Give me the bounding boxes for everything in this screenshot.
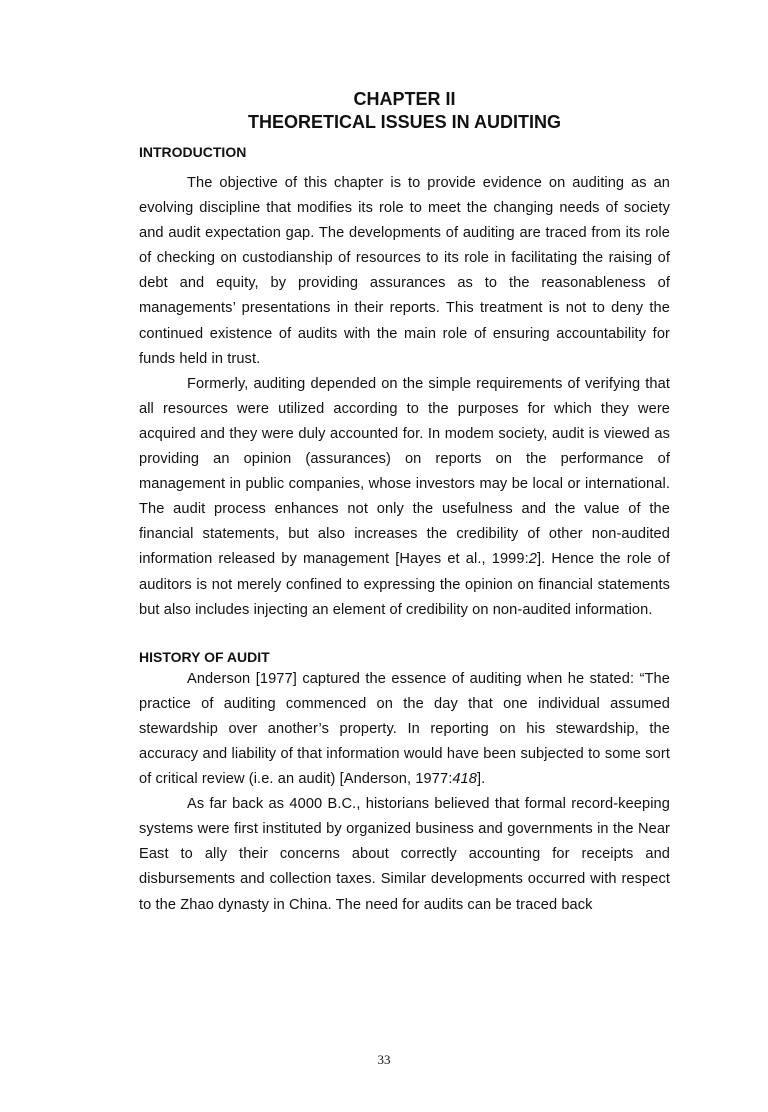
introduction-paragraph-2: [139, 372, 670, 623]
introduction-paragraph-2-text: Formerly, auditing depended on the simple requirements of verifying that all resources were utilized according to the purposes for which they were acquired and they were duly accounted for. In modem society, audit is viewed as providing an opinion (assurances) on reports on the performance of management in public companies, whose investors may be local or international. The audit process enhances not only the usefulness and the value of the financial statements, but also increases the credibility of other non-audited information released by management [Hayes et al., 1999:: [139, 375, 670, 568]
history-paragraph-1-text: Anderson [1977] captured the essence of auditing when he stated: “The practice of auditing commenced on the day that one individual assumed stewardship over another’s property. In reporting on his stewardship, the accuracy and liability of that information would have been subjected to some sort of critical review (i.e. an audit) [Anderson, 1977:: [139, 670, 670, 788]
page-number: 33: [377, 1052, 391, 1067]
citation-page-hayes: 2: [528, 551, 537, 568]
chapter-number: CHAPTER II: [353, 89, 456, 109]
history-paragraph-2: As far back as 4000 B.C., historians believed that formal record-keeping systems were first instituted by organized business and governments in the Near East to ally their concerns about correctly accounting for receipts and disbursements and collection taxes. Similar developments occurred with respect to the Zhao dynasty in China. The need for audits can be traced back: [139, 796, 670, 913]
chapter-title: THEORETICAL ISSUES IN AUDITING: [247, 112, 562, 132]
history-heading: HISTORY OF AUDIT: [139, 648, 270, 665]
history-paragraph-1: [139, 667, 670, 792]
history-paragraph-1-continuation: ].: [477, 771, 486, 788]
citation-page-anderson: 418: [452, 771, 477, 788]
document-page: [0, 88, 768, 1112]
introduction-paragraph-1: The objective of this chapter is to provide evidence on auditing as an evolving discipline that modifies its role to meet the changing needs of society and audit expectation gap. The developments of auditing are traced from its role of checking on custodianship of resources to its role in facilitating the raising of debt and equity, by providing assurances as to the reasonableness of managements’ presentations in their reports. This treatment is not to deny the continued existence of audits with the main role of ensuring accountability for funds held in trust.: [139, 175, 670, 367]
introduction-heading: INTRODUCTION: [139, 144, 247, 160]
introduction-paragraph-2-continuation: ]. Hence the role of auditors is not merely confined to expressing the opinion on financial statements but also includes injecting an element of credibility on non-audited information.: [139, 551, 670, 618]
